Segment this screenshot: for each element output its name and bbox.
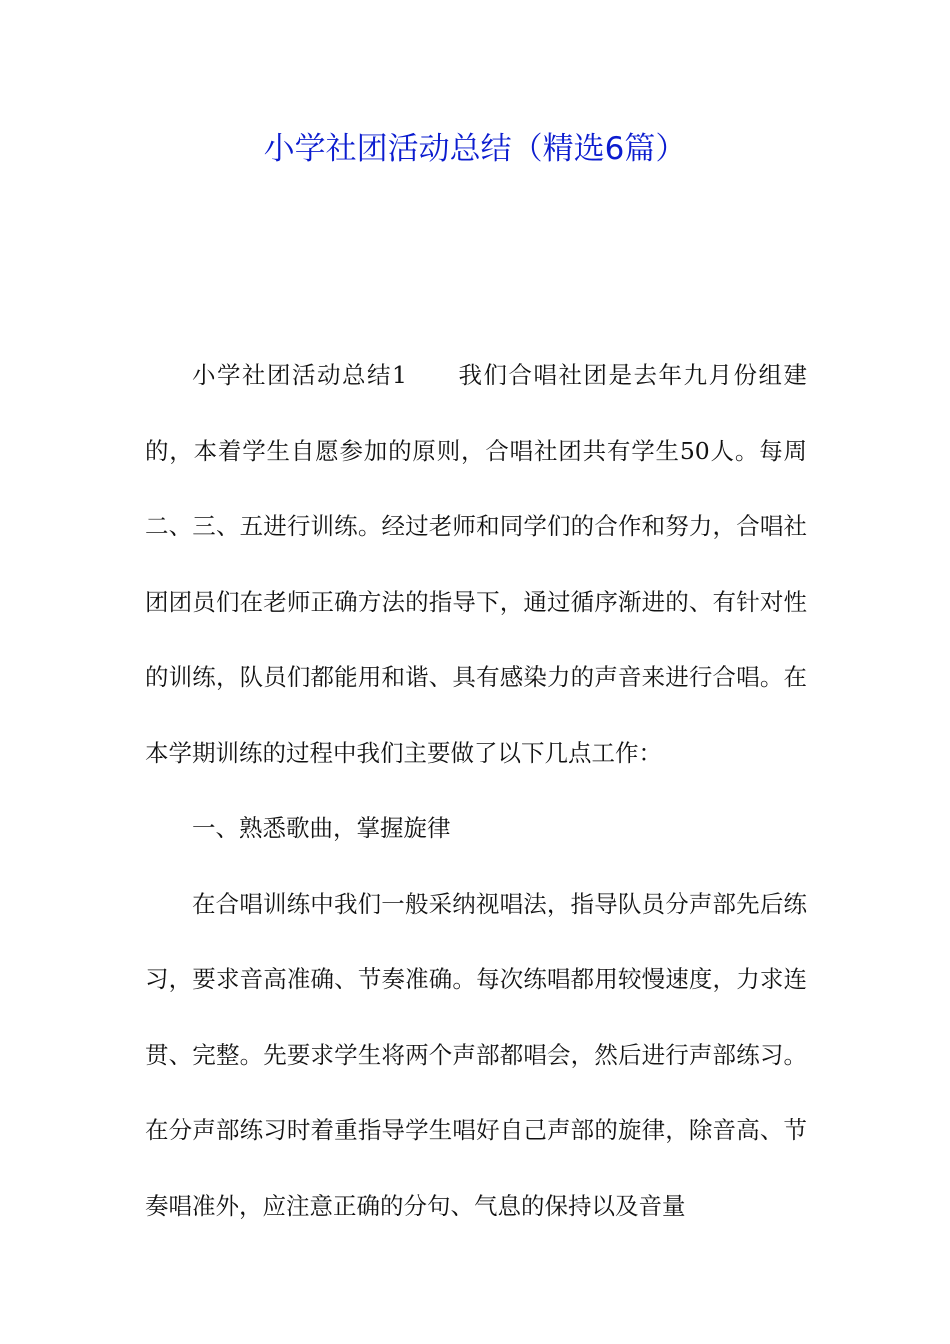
paragraph-training: 在合唱训练中我们一般采纳视唱法，指导队员分声部先后练习，要求音高准确、节奏准确。每次练唱都用较慢速度，力求连贯、完整。先要求学生将两个声部都唱会，然后进行声部练习。在分声部练习时着重指导学生唱好自己声部的旋律，除音高、节奏唱准外，应注意正确的分句、气息的保持以及音量 [145, 889, 807, 1220]
document-title: 小学社团活动总结（精选6篇） [263, 131, 687, 167]
section-heading: 一、熟悉歌曲，掌握旋律 [192, 814, 451, 842]
document-body [145, 338, 807, 1244]
paragraph-intro: 小学社团活动总结1 我们合唱社团是去年九月份组建的，本着学生自愿参加的原则，合唱社团共有学生50人。每周二、三、五进行训练。经过老师和同学们的合作和努力，合唱社团团员们在老师正确方法的指导下，通过循序渐进的、有针对性的训练，队员们都能用和谐、具有感染力的声音来进行合唱。在本学期训练的过程中我们主要做了以下几点工作： [145, 361, 807, 767]
